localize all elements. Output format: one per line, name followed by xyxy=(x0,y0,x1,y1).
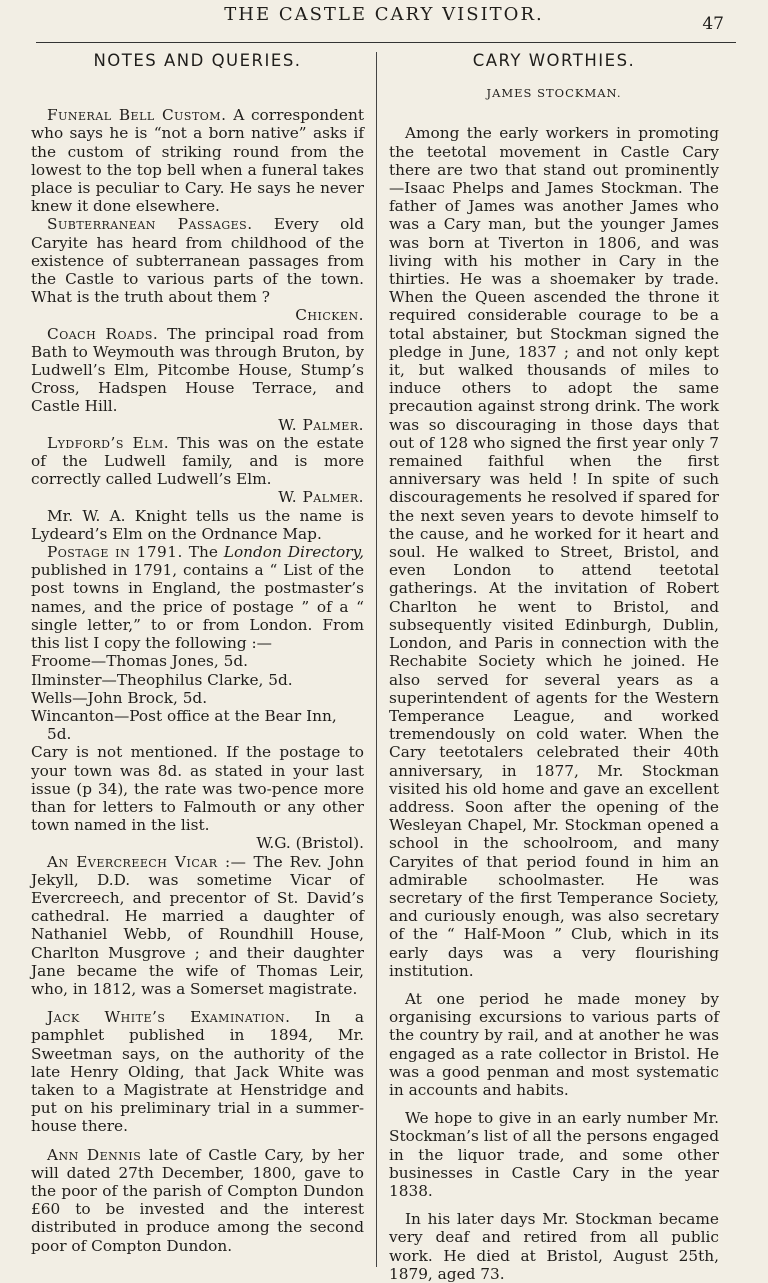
postage-list-item: Froome—Thomas Jones, 5d. xyxy=(31,652,249,671)
evercreech-vicar-heading: An Evercreech Vicar :— xyxy=(47,852,247,871)
jack-white-note xyxy=(31,1008,364,1135)
lydfords-elm-text: This was on the estate of the Ludwell family, and is more correctly called Ludwell’s Elm. xyxy=(31,433,364,489)
signature-chicken: Chicken. xyxy=(295,306,364,325)
signature-wg: W.G. (Bristol). xyxy=(256,834,364,853)
stockman-paragraph-2: At one period he made money by organising excursions to various parts of the country by rail, and at another he was engaged as a rate collector in Bristol. He was a good penman and most systematic in accounts and habits. xyxy=(389,989,719,1099)
ann-dennis-text: late of Castle Cary, by her will dated 27th December, 1800, gave to the poor of the parish of Compton Dundon £60 to be invested and the interest distributed in produce among the second poor of Compton Dundon. xyxy=(31,1145,364,1255)
postage-list-item: Ilminster—Theophilus Clarke, 5d. xyxy=(31,670,293,689)
london-directory-title: London Directory, xyxy=(223,543,364,562)
column-divider xyxy=(376,52,377,1267)
notes-and-queries-column xyxy=(31,50,364,1255)
postage-text-start: The xyxy=(188,543,218,562)
stockman-paragraph-3: We hope to give in an early number Mr. Stockman’s list of all the persons engaged in the liquor trade, and some other businesses in Castle Cary in the year 1838. xyxy=(389,1109,719,1200)
jack-white-text: In a pamphlet published in 1894, Mr. Sweetman says, on the authority of the late Henry Olding, that Jack White was taken to a Magistrate at Henstridge and put on his preliminary trial in a summer-house there. xyxy=(31,1008,364,1136)
james-stockman-subheading: JAMES STOCKMAN. xyxy=(486,86,622,101)
postage-list-price: 5d. xyxy=(47,725,72,744)
header-rule xyxy=(36,42,736,43)
cary-postage-note: Cary is not mentioned. If the postage to your town was 8d. as stated in your last issue (p 34), the rate was two-pence more than for letters to Falmouth or any other town named in the list. xyxy=(31,743,364,835)
stockman-paragraph-4: In his later days Mr. Stockman became very deaf and retired from all public work. He died at Bristol, August 25th, 1879, aged 73. xyxy=(389,1210,719,1283)
page-number: 47 xyxy=(702,14,724,34)
postage-heading: Postage in 1791. xyxy=(47,543,183,562)
running-title: THE CASTLE CARY VISITOR. xyxy=(224,4,544,25)
postage-note xyxy=(31,543,364,652)
cary-worthies-column xyxy=(389,50,719,1283)
ann-dennis-heading: Ann Dennis xyxy=(47,1145,142,1164)
stockman-paragraph-1: Among the early workers in promoting the teetotal movement in Castle Cary there are two that stand out prominently —Isaac Phelps and James Stockman. The father of James was another James who was a Cary man, but the younger James was born at Tiverton in 1806, and was living with his mother in Cary in the thirties. He was a shoemaker by trade. When the Queen ascended the throne it required considerable courage to be a total abstainer, but Stockman signed the pledge in June, 1837 ; and not only kept it, but walked thousands of miles to induce others to adopt the same precaution against strong drink. The work was so discouraging in those days that out of 128 who signed the first year only 7 remained faithful when the first anniversary was held ! In spite of such discouragements he resolved if spared for the next seven years to devote himself to the cause, and he worked for it heart and soul. He walked to Street, Bristol, and even London to attend teetotal gatherings. At the invitation of Robert Charlton he went to Bristol, and subsequently visited Edinburgh, Dublin, London, and Paris in connection with the Rechabite Society which he joined. He also served for several years as a superintendent of agents for the Western Temperance League, and worked tremendously on cold water. When the Cary teetotalers celebrated their 40th anniversary, in 1877, Mr. Stockman visited his old home and gave an excellent address. Soon after the opening of the Wesleyan Chapel, Mr. Stockman opened a school in the schoolroom, and many Caryites of that period found in him an admirable schoolmaster. He was secretary of the first Temperance Society, and curiously enough, was also secretary of the “ Half-Moon ” Club, which in its early days was a very flourishing institution. xyxy=(389,124,719,980)
postage-list-item: Wincanton—Post office at the Bear Inn, xyxy=(31,706,337,725)
subterranean-text: Every old Caryite has heard from childhood of the existence of subterranean passages from the Castle to various parts of the town. What is the truth about them ? xyxy=(31,215,364,307)
subterranean-heading: Subterranean Passages. xyxy=(47,215,253,234)
funeral-bell-heading: Funeral Bell Custom. xyxy=(47,106,227,125)
subterranean-note xyxy=(31,215,364,306)
coach-roads-note xyxy=(31,325,364,416)
knight-note: Mr. W. A. Knight tells us the name is Lydeard’s Elm on the Ordnance Map. xyxy=(31,506,364,543)
cary-worthies-heading: CARY WORTHIES. xyxy=(472,51,636,70)
lydfords-elm-heading: Lydford’s Elm. xyxy=(47,433,170,452)
postage-list-item: Wells—John Brock, 5d. xyxy=(31,688,208,707)
lydfords-elm-note xyxy=(31,434,364,489)
signature-palmer: W. Palmer. xyxy=(278,415,364,434)
funeral-bell-note xyxy=(31,106,364,215)
notes-queries-heading: NOTES AND QUERIES. xyxy=(93,51,302,70)
signature-palmer: W. Palmer. xyxy=(278,488,364,507)
ann-dennis-note xyxy=(31,1146,364,1255)
evercreech-vicar-text: The Rev. John Jekyll, D.D. was sometime Vicar of Evercreech, and precentor of St. David’s cathedral. He married a daughter of Nathaniel Webb, of Roundhill House, Charlton Musgrove ; and their daughter Jane became the wife of Thomas Leir, who, in 1812, was a Somerset magistrate. xyxy=(31,852,365,998)
funeral-bell-text: A correspondent who says he is “not a born native” asks if the custom of striking round from the lowest to the top bell when a funeral takes place is peculiar to Cary. He says he never knew it done elsewhere. xyxy=(31,106,364,216)
coach-roads-text: The principal road from Bath to Weymouth was through Bruton, by Ludwell’s Elm, Pitcombe House, Stump’s Cross, Hadspen House Terrace, and Castle Hill. xyxy=(31,324,364,416)
postage-text-rest: published in 1791, contains a “ List of the post towns in England, the postmaster’s names, and the price of postage ” of a “ single letter,” to or from London. From this list I copy the following :— xyxy=(31,561,364,653)
jack-white-heading: Jack White’s Examination. xyxy=(47,1008,291,1027)
coach-roads-heading: Coach Roads. xyxy=(47,324,159,343)
evercreech-vicar-note xyxy=(31,853,364,999)
